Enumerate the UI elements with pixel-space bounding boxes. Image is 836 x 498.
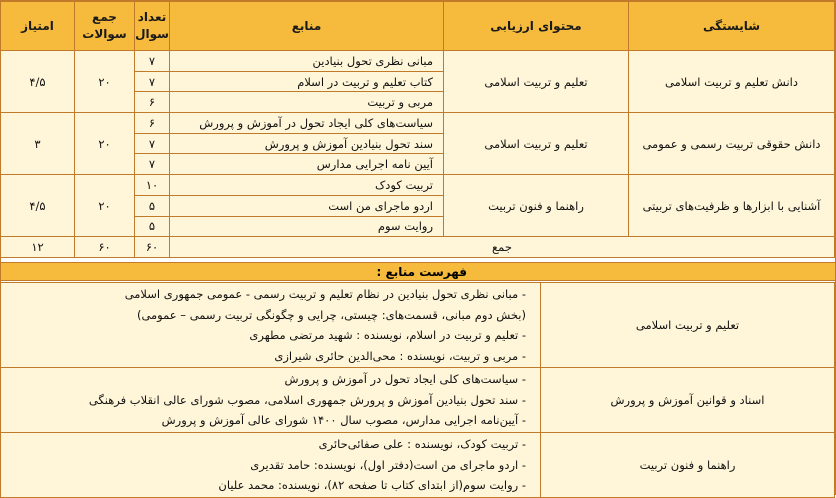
count-cell: ۷ — [135, 154, 170, 175]
competency-cell: آشنایی با ابزارها و ظرفیت‌های تربیتی — [629, 175, 835, 237]
source-cell: سند تحول بنیادین آموزش و پرورش — [170, 133, 444, 154]
source-cell: مربی و تربیت — [170, 92, 444, 113]
list-item: - اردو ماجرای من است(دفتر اول)، نویسنده: حامد تقدیری — [250, 457, 526, 472]
header-content: محتوای ارزیابی — [444, 2, 629, 51]
list-item: - آیین‌نامه اجرایی مدارس، مصوب سال ۱۴۰۰ شورای عالی آموزش و پرورش — [161, 413, 526, 428]
content-cell: تعلیم و تربیت اسلامی — [444, 113, 629, 175]
list-item: - تعلیم و تربیت در اسلام، نویسنده : شهید مرتضی مطهری — [249, 328, 526, 342]
list-item: (بخش دوم مبانی، قسمت‌های: چیستی، چرایی و چگونگی تربیت رسمی – عمومی) — [136, 307, 526, 322]
section-items — [1, 368, 541, 433]
content-cell: تعلیم و تربیت اسلامی — [444, 51, 629, 113]
list-item: - روایت سوم(از ابتدای کتاب تا صفحه ۸۲)، نویسنده: محمد علیان — [218, 478, 526, 492]
sources-section — [1, 368, 835, 433]
total-cell: ۲۰ — [75, 175, 135, 237]
source-cell: روایت سوم — [170, 216, 444, 237]
count-cell: ۷ — [135, 133, 170, 154]
source-cell: سیاست‌های کلی ایجاد تحول در آموزش و پرورش — [170, 113, 444, 134]
count-cell: ۶ — [135, 92, 170, 113]
total-sum: ۶۰ — [75, 237, 135, 258]
sources-section — [1, 433, 835, 498]
header-question-total: جمع سوالات — [75, 2, 135, 51]
total-cell: ۲۰ — [75, 113, 135, 175]
total-score: ۱۲ — [1, 237, 75, 258]
header-sources: منابع — [170, 2, 444, 51]
score-cell: ۳ — [1, 113, 75, 175]
content-cell: راهنما و فنون تربیت — [444, 175, 629, 237]
score-cell: ۴/۵ — [1, 51, 75, 113]
section-category: راهنما و فنون تربیت — [541, 433, 835, 498]
section-items — [1, 433, 541, 498]
count-cell: ۷ — [135, 51, 170, 72]
table-row — [1, 113, 835, 134]
count-cell: ۵ — [135, 195, 170, 216]
section-category: اسناد و قوانین آموزش و پرورش — [541, 368, 835, 433]
sources-section — [1, 283, 835, 368]
competency-cell: دانش تعلیم و تربیت اسلامی — [629, 51, 835, 113]
source-cell: تربیت کودک — [170, 175, 444, 196]
header-score: امتیاز — [1, 2, 75, 51]
table-row — [1, 51, 835, 72]
source-cell: اردو ماجرای من است — [170, 195, 444, 216]
header-competency: شایستگی — [629, 2, 835, 51]
list-item: - مربی و تربیت، نویسنده : محی‌الدین حائری شیرازی — [274, 348, 526, 363]
count-cell: ۷ — [135, 71, 170, 92]
list-item: - سند تحول بنیادین آموزش و پرورش جمهوری اسلامی، مصوب شورای عالی انقلاب فرهنگی — [88, 392, 526, 407]
count-cell: ۱۰ — [135, 175, 170, 196]
source-cell: آیین نامه اجرایی مدارس — [170, 154, 444, 175]
assessment-table — [0, 1, 835, 258]
list-item: - تربیت کودک، نویسنده : علی صفائی‌حائری — [318, 437, 526, 451]
header-row — [1, 2, 835, 51]
table-row — [1, 175, 835, 196]
count-cell: ۵ — [135, 216, 170, 237]
competency-cell: دانش حقوقی تربیت رسمی و عمومی — [629, 113, 835, 175]
total-cell: ۲۰ — [75, 51, 135, 113]
sources-list-title: فهرست منابع : — [1, 262, 835, 281]
count-cell: ۶ — [135, 113, 170, 134]
sources-list-table — [0, 282, 835, 498]
list-item: - سیاست‌های کلی ایجاد تحول در آموزش و پرورش — [284, 372, 526, 387]
total-row — [1, 237, 835, 258]
total-count: ۶۰ — [135, 237, 170, 258]
score-cell: ۴/۵ — [1, 175, 75, 237]
section-items — [1, 283, 541, 368]
total-label: جمع — [170, 237, 835, 258]
source-cell: مبانی نظری تحول بنیادین — [170, 51, 444, 72]
section-category: تعلیم و تربیت اسلامی — [541, 283, 835, 368]
list-item: - مبانی نظری تحول بنیادین در نظام تعلیم و تربیت رسمی - عمومی جمهوری اسلامی — [124, 287, 526, 301]
source-cell: کتاب تعلیم و تربیت در اسلام — [170, 71, 444, 92]
header-question-count: تعداد سوال — [135, 2, 170, 51]
